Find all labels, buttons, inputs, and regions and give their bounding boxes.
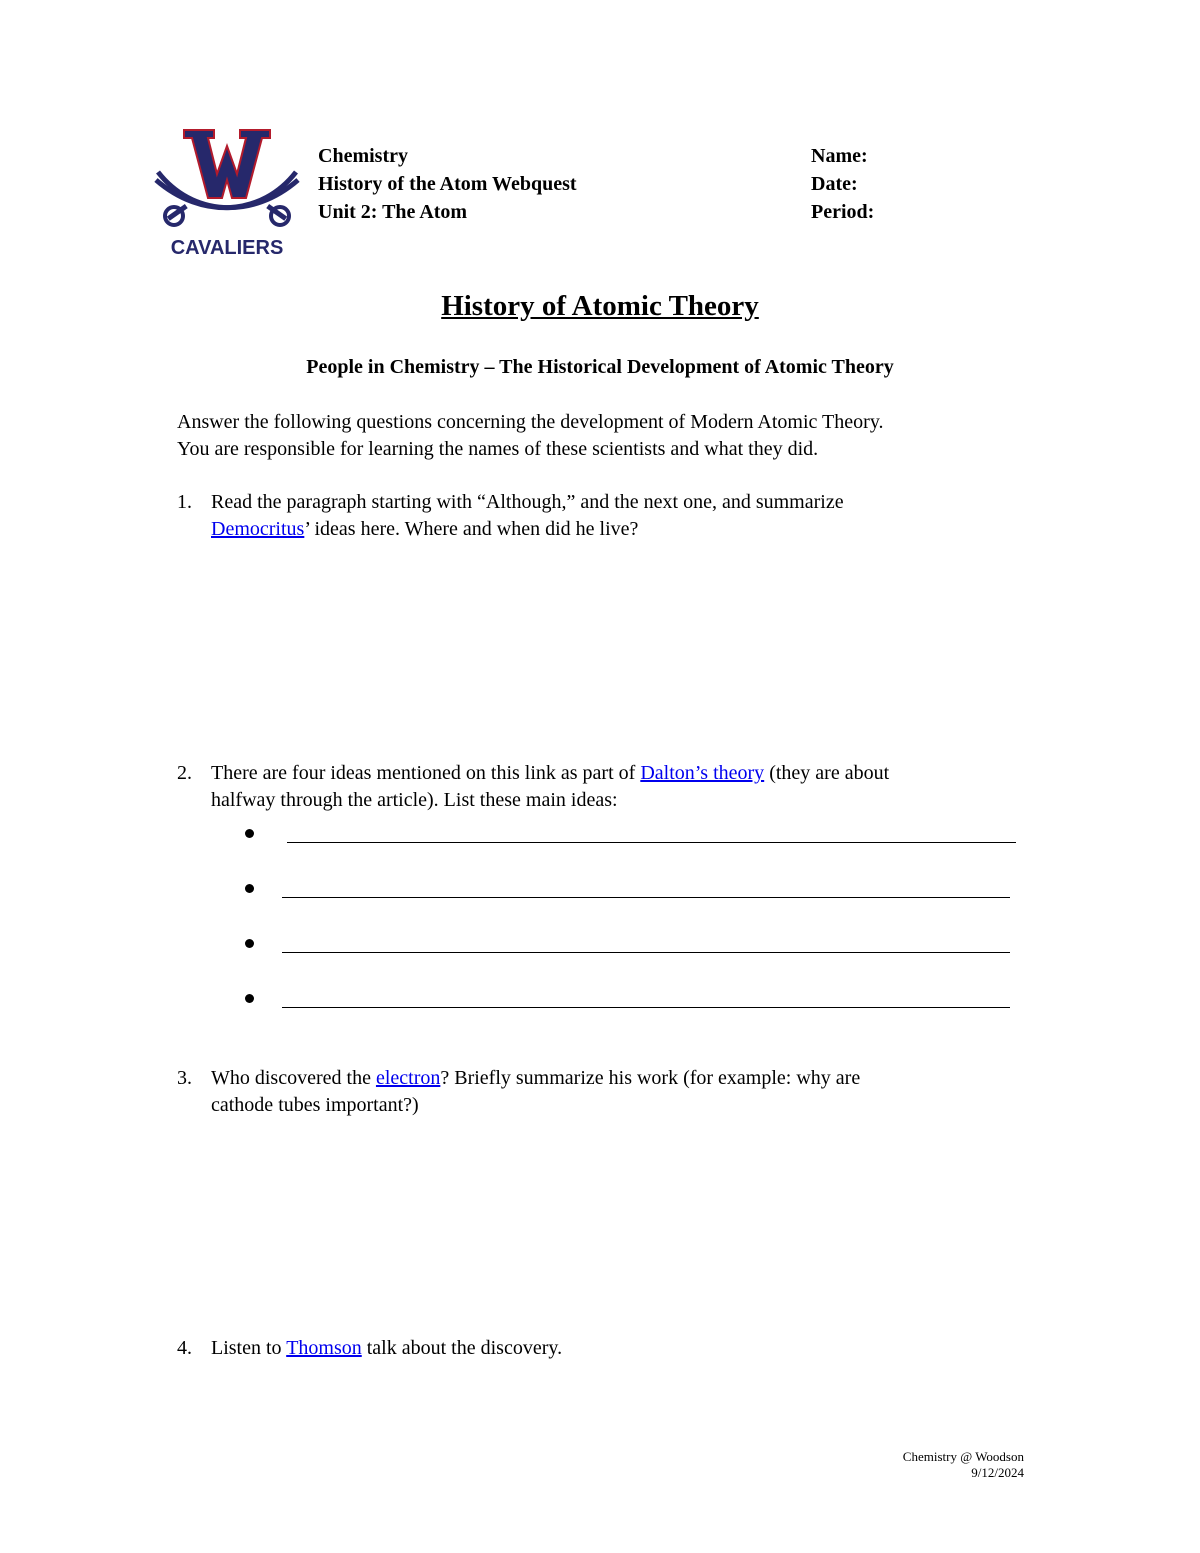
daltons-theory-link[interactable]: Dalton’s theory <box>640 762 765 784</box>
question-3-text-before: Who discovered the <box>211 1067 376 1089</box>
question-4-text-after: talk about the discovery. <box>361 1337 563 1359</box>
period-label: Period: <box>811 201 875 223</box>
answer-line[interactable] <box>282 1007 1010 1008</box>
answer-blank-4 <box>245 990 1015 1020</box>
date-label: Date: <box>811 173 858 195</box>
school-logo <box>152 124 302 260</box>
question-1 <box>177 489 1057 549</box>
question-3 <box>177 1065 1057 1125</box>
page-title: History of Atomic Theory <box>441 290 759 322</box>
question-3-text-after: ? Briefly summarize his work (for example: why are <box>440 1067 861 1089</box>
answer-line[interactable] <box>287 842 1016 843</box>
question-2-text-before: There are four ideas mentioned on this link as part of <box>211 762 641 784</box>
question-4 <box>177 1335 1057 1365</box>
answer-blank-3 <box>245 935 1015 965</box>
question-number: 4. <box>177 1337 192 1359</box>
page-subtitle: People in Chemistry – The Historical Development of Atomic Theory <box>306 356 894 378</box>
page-footer <box>820 1449 1024 1481</box>
democritus-link[interactable]: Democritus <box>211 518 305 540</box>
course-name: Chemistry <box>318 145 408 167</box>
question-4-text-before: Listen to <box>211 1337 287 1359</box>
answer-line[interactable] <box>282 897 1010 898</box>
bullet-icon <box>245 939 254 948</box>
name-label: Name: <box>811 145 868 167</box>
electron-link[interactable]: electron <box>375 1067 441 1089</box>
unit-name: Unit 2: The Atom <box>318 201 468 223</box>
instructions-line-2: You are responsible for learning the names of these scientists and what they did. <box>177 438 819 460</box>
bullet-icon <box>245 829 254 838</box>
bullet-icon <box>245 994 254 1003</box>
cavaliers-logo-graphic <box>152 124 302 260</box>
course-info <box>318 142 577 226</box>
question-number: 1. <box>177 491 192 513</box>
question-2-line-2: halfway through the article). List these main ideas: <box>211 789 618 811</box>
bullet-icon <box>245 884 254 893</box>
footer-course: Chemistry @ Woodson <box>902 1449 1024 1464</box>
question-2-text-after: (they are about <box>764 762 890 784</box>
answer-line[interactable] <box>282 952 1010 953</box>
question-number: 3. <box>177 1067 192 1089</box>
question-1-line-2: ’ ideas here. Where and when did he live? <box>304 518 639 540</box>
logo-wordmark: CAVALIERS <box>170 237 284 259</box>
instructions-line-1: Answer the following questions concerning the development of Modern Atomic Theory. <box>177 411 884 433</box>
answer-blank-2 <box>245 880 1015 910</box>
assignment-name: History of the Atom Webquest <box>318 173 577 195</box>
question-1-line-1: Read the paragraph starting with “Although,” and the next one, and summarize <box>211 491 844 513</box>
student-info-fields <box>811 142 874 226</box>
question-2 <box>177 760 1057 820</box>
question-number: 2. <box>177 762 192 784</box>
question-3-line-2: cathode tubes important?) <box>211 1094 419 1116</box>
instructions <box>177 409 1077 463</box>
answer-blank-1 <box>245 825 1020 855</box>
footer-date: 9/12/2024 <box>971 1465 1024 1480</box>
thomson-link[interactable]: Thomson <box>286 1337 362 1359</box>
